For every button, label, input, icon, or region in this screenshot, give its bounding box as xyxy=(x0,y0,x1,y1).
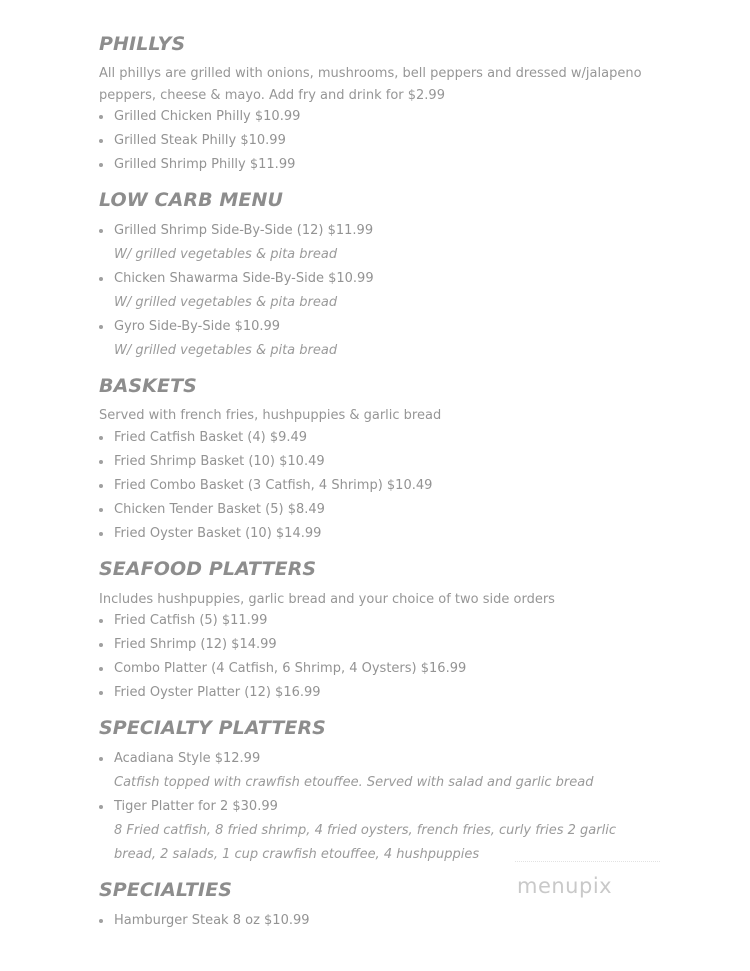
section-description-phillys: All phillys are grilled with onions, mushrooms, bell peppers and dressed w/jalapeno peppers, cheese & mayo. Add fry and drink for $2.99 xyxy=(99,66,642,103)
section-description-baskets: Served with french fries, hushpuppies & garlic bread xyxy=(99,408,442,423)
menu-item-note: W/ grilled vegetables & pita bread xyxy=(114,343,338,358)
menu-item-note: W/ grilled vegetables & pita bread xyxy=(114,295,338,310)
section-heading-specialty-platters: SPECIALTY PLATTERS xyxy=(99,717,326,739)
menu-item-note: Catfish topped with crawfish etouffee. Served with salad and garlic bread xyxy=(114,775,594,790)
section-heading-baskets: BASKETS xyxy=(99,375,197,397)
menu-item-note: W/ grilled vegetables & pita bread xyxy=(114,247,338,262)
section-description-seafood-platters: Includes hushpuppies, garlic bread and your choice of two side orders xyxy=(99,592,555,607)
section-heading-specialties: SPECIALTIES xyxy=(99,879,233,901)
section-heading-phillys: PHILLYS xyxy=(99,33,186,55)
section-heading-seafood-platters: SEAFOOD PLATTERS xyxy=(99,558,317,580)
menu-item-note: 8 Fried catfish, 8 fried shrimp, 4 fried oysters, french fries, curly fries 2 garlic bread, 2 salads, 1 cup crawfish etouffee, 4 hushpuppies xyxy=(114,823,616,862)
watermark-divider xyxy=(515,861,660,863)
section-heading-low-carb: LOW CARB MENU xyxy=(99,189,284,211)
menupix-watermark-logo: menupix xyxy=(517,874,613,898)
